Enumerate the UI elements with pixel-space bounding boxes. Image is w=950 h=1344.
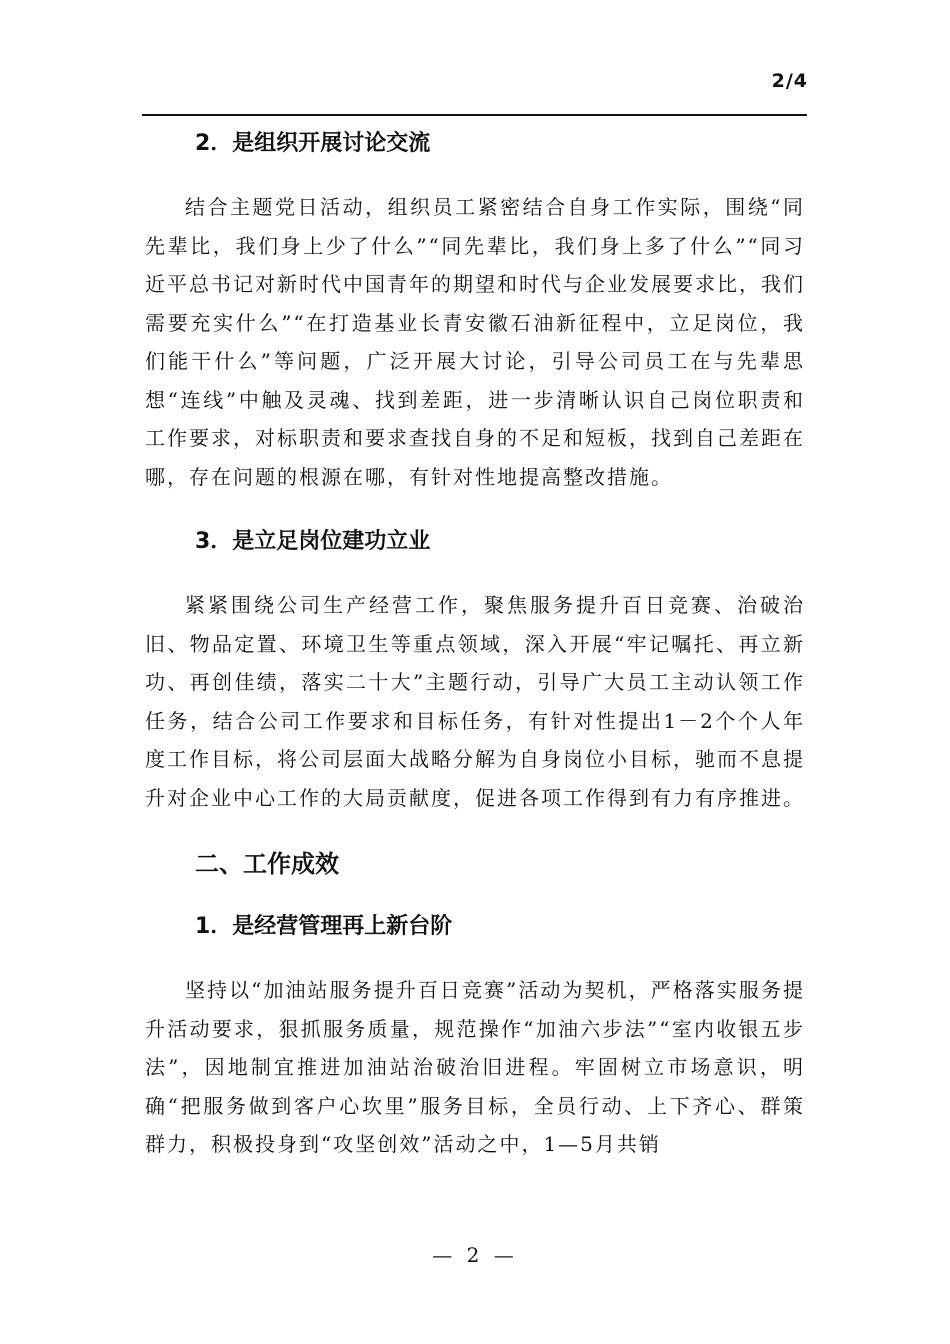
section-heading-management: 1．是经营管理再上新台阶 — [195, 914, 453, 939]
page-indicator: 2/4 — [771, 70, 808, 92]
section-heading-post: 3．是立足岗位建功立业 — [195, 529, 431, 554]
paragraph-discussion: 结合主题党日活动，组织员工紧密结合自身工作实际，围绕“同先辈比，我们身上少了什么”“同先辈比，我们身上多了什么”“同习近平总书记对新时代中国青年的期望和时代与企业发展要求比，我们需要充实什么”“在打造基业长青安徽石油新征程中，立足岗位，我们能干什么”等问题，广泛开展大讨论，引导公司员工在与先辈思想“连线”中触及灵魂、找到差距，进一步清晰认识自己岗位职责和工作要求，对标职责和要求查找自身的不足和短板，找到自己差距在哪，存在问题的根源在哪，有针对性地提高整改措施。 — [145, 195, 805, 489]
document-body — [145, 122, 805, 1164]
major-heading-results: 二、工作成效 — [195, 850, 339, 878]
paragraph-management: 坚持以“加油站服务提升百日竞赛”活动为契机，严格落实服务提升活动要求，狠抓服务质量，规范操作“加油六步法”“室内收银五步法”，因地制宜推进加油站治破治旧进程。牢固树立市场意识，明确“把服务做到客户心坎里”服务目标，全员行动、上下齐心、群策群力，积极投身到“攻坚创效”活动之中，1—5月共销 — [145, 978, 805, 1156]
footer-page-number: — 2 — — [432, 1243, 518, 1267]
section-heading-discussion: 2．是组织开展讨论交流 — [195, 131, 431, 156]
header-rule — [142, 114, 807, 116]
paragraph-post: 紧紧围绕公司生产经营工作，聚焦服务提升百日竞赛、治破治旧、物品定置、环境卫生等重点领域，深入开展“牢记嘱托、再立新功、再创佳绩，落实二十大”主题行动，引导广大员工主动认领工作任务，结合公司工作要求和目标任务，有针对性提出1－2个个人年度工作目标，将公司层面大战略分解为自身岗位小目标，驰而不息提升对企业中心工作的大局贡献度，促进各项工作得到有力有序推进。 — [145, 593, 805, 810]
